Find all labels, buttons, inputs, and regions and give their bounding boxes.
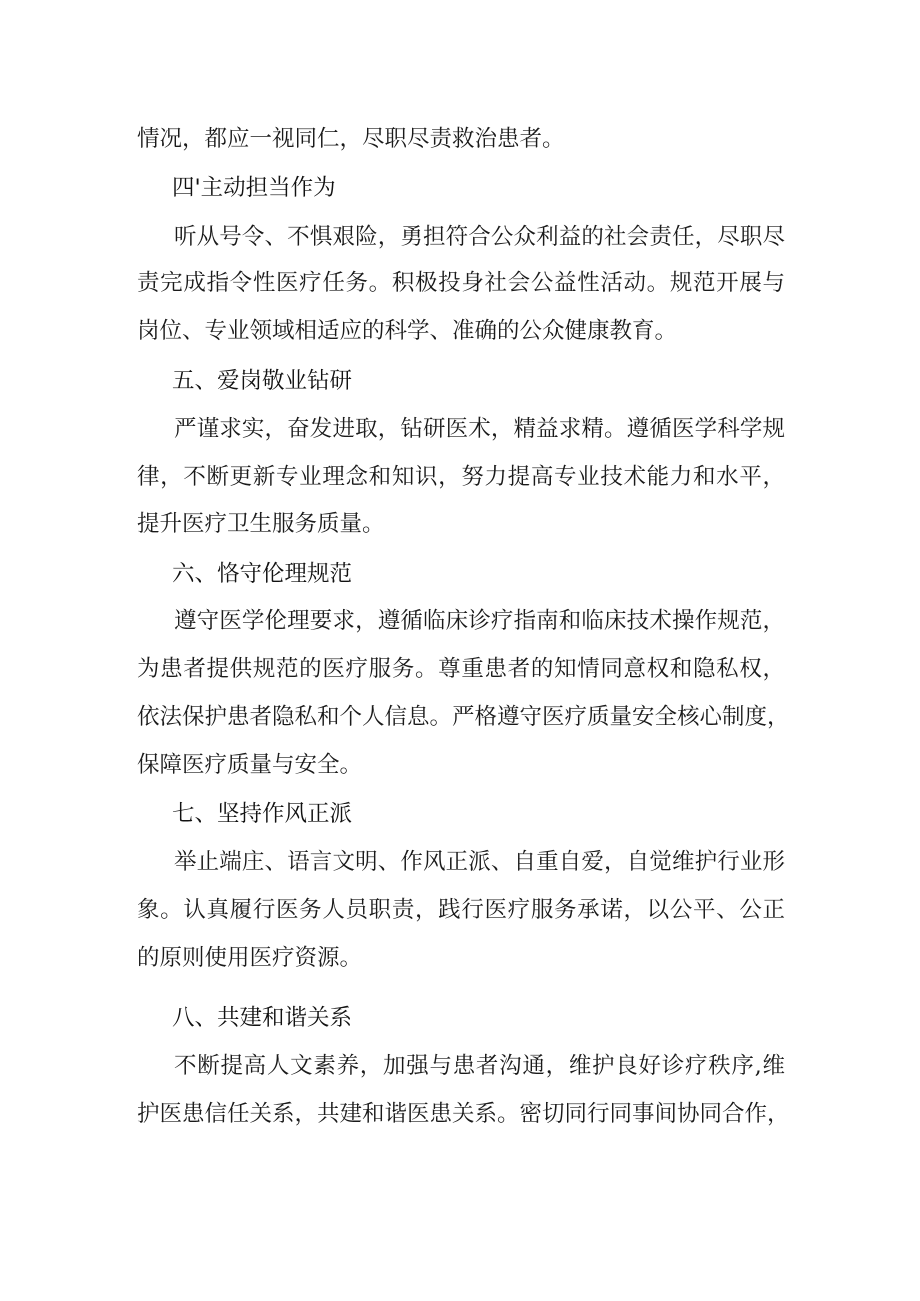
paragraph-line: 的原则使用医疗资源。 <box>137 945 363 971</box>
paragraph-line: 护医患信任关系，共建和谐医患关系。密切同行同事间协同合作， <box>137 1101 790 1127</box>
paragraph-line: 为患者提供规范的医疗服务。尊重患者的知情同意权和隐私权， <box>137 656 785 682</box>
section-heading-8: 八、共建和谐关系 <box>172 1005 353 1031</box>
paragraph-line: 责完成指令性医疗任务。积极投身社会公益性活动。规范开展与 <box>137 270 785 296</box>
paragraph-line: 情况，都应一视同仁，尽职尽责救治患者。 <box>137 126 565 152</box>
paragraph-line: 听从号令、不惧艰险，勇担符合公众利益的社会责任，尽职尽 <box>174 224 785 250</box>
paragraph-line: 保障医疗质量与安全。 <box>137 752 363 778</box>
paragraph-line: 举止端庄、语言文明、作风正派、自重自爱，自觉维护行业形 <box>174 849 785 875</box>
paragraph-line: 象。认真履行医务人员职责，践行医疗服务承诺，以公平、公正 <box>137 897 785 923</box>
paragraph-line: 律，不断更新专业理念和知识，努力提高专业技术能力和水平， <box>137 464 785 490</box>
section-heading-6: 六、恪守伦理规范 <box>172 561 353 587</box>
paragraph-line: 遵守医学伦理要求，遵循临床诊疗指南和临床技术操作规范， <box>174 608 785 634</box>
paragraph-line: 岗位、专业领域相适应的科学、准确的公众健康教育。 <box>137 318 678 344</box>
section-heading-4: 四'主动担当作为 <box>172 175 336 201</box>
section-heading-7: 七、坚持作风正派 <box>172 801 353 827</box>
section-heading-5: 五、爱岗敬业钻研 <box>172 368 353 394</box>
paragraph-line: 严谨求实，奋发进取，钻研医术，精益求精。遵循医学科学规 <box>174 416 785 442</box>
paragraph-line: 提升医疗卫生服务质量。 <box>137 511 385 537</box>
paragraph-line: 不断提高人文素养，加强与患者沟通，维护良好诊疗秩序,维 <box>174 1053 785 1079</box>
paragraph-line: 依法保护患者隐私和个人信息。严格遵守医疗质量安全核心制度， <box>137 704 790 730</box>
